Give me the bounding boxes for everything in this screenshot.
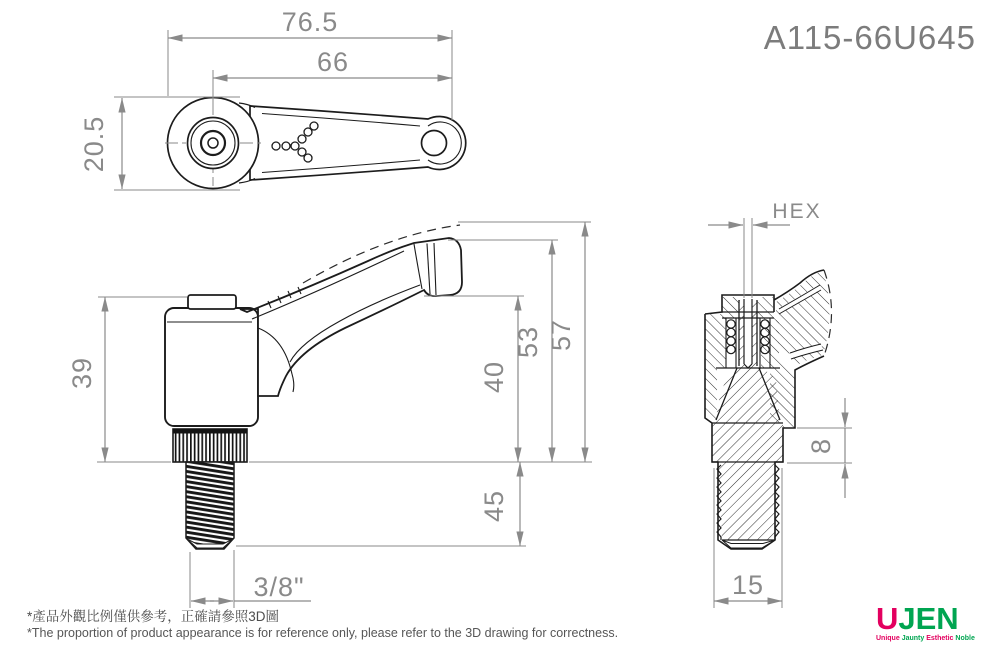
note-chinese: *產品外觀比例僅供參考，正確請參照3D圖 xyxy=(27,609,280,624)
side-view-lever-arm xyxy=(240,238,462,396)
tagline-word-3: Esthetic xyxy=(926,635,954,642)
dim-thread-size-label: 3/8" xyxy=(253,572,305,602)
dim-stud-width-label: 15 xyxy=(731,570,765,600)
side-view xyxy=(67,222,592,608)
part-number: A115-66U645 xyxy=(763,19,976,56)
section-view xyxy=(705,200,852,608)
brand-letter-u: U xyxy=(876,601,899,636)
dim-total-length-label: 76.5 xyxy=(281,7,339,37)
brand-tagline xyxy=(876,635,988,642)
side-view-threaded-stud xyxy=(186,462,234,549)
top-view-hub-hole xyxy=(201,131,225,155)
tagline-word-4: Noble xyxy=(955,635,975,642)
side-view-knurled-collar xyxy=(173,429,247,462)
dimension-arm-length xyxy=(213,47,452,112)
dimension-tip-height xyxy=(448,240,558,462)
dim-handle-height-label: 40 xyxy=(479,360,509,394)
dim-max-height-label: 57 xyxy=(546,318,576,352)
dim-thread-length-label: 45 xyxy=(479,489,509,523)
dim-collar-height-label: 8 xyxy=(806,437,836,455)
brand-letters-jen: JEN xyxy=(898,601,959,636)
top-view-end-hole xyxy=(422,131,447,156)
dimension-thread-size xyxy=(190,550,311,608)
tagline-word-1: Unique xyxy=(876,635,900,642)
brand-logo xyxy=(876,603,988,642)
tagline-word-2: Jaunty xyxy=(901,635,925,642)
side-view-release-button xyxy=(188,295,236,309)
dim-arm-length-label: 66 xyxy=(316,47,350,77)
dimension-handle-height xyxy=(424,296,524,462)
note-english: *The proportion of product appearance is for reference only, please refer to the 3D drawing for correctness. xyxy=(27,625,619,640)
dimension-collar-height xyxy=(787,398,852,498)
brand-wordmark xyxy=(876,603,988,634)
dim-tip-height-label: 53 xyxy=(513,325,543,359)
dim-body-height-label: 39 xyxy=(67,356,97,390)
side-view-body xyxy=(165,308,258,426)
hex-label: HEX xyxy=(772,200,822,223)
top-view xyxy=(79,7,466,190)
footer-notes xyxy=(27,609,618,642)
dim-head-width-label: 20.5 xyxy=(79,115,109,173)
dimension-thread-length xyxy=(236,462,526,546)
